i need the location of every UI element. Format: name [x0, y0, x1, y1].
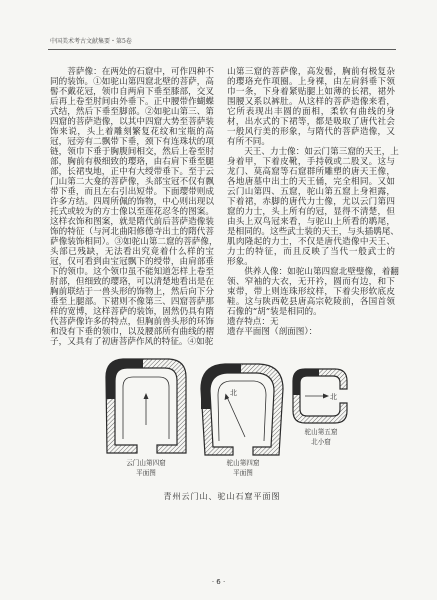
text-line: 它所表现出丰圆的面相，柔软有曲线的身: [227, 107, 395, 117]
right-text-column: [227, 67, 399, 337]
text-line: 由头上双鸟冠来看，与驼山上所看的鹖尾，: [227, 217, 395, 227]
text-line: 是相同的。这些武士装的天王，与头插鹖尾、: [227, 227, 399, 237]
text-line: 各地唐墓中出土的天王俑，完全相同。又如: [227, 177, 395, 187]
platform-outline: [218, 381, 266, 441]
text-line: 围腰又系以裤肚。从这样的菩萨造像来看，: [227, 97, 395, 107]
north-label: 北: [230, 389, 237, 397]
text-line: 饰来说，头上着雕刻繁复花纹和宝瓶的高: [50, 127, 214, 137]
text-line: 部，长裙曳地，正中有大绶带垂下。至于云: [50, 167, 214, 177]
page-number: · 6 ·: [211, 578, 226, 586]
text-line: 冠，冠旁有二飘带下垂，颈下有连珠状的项: [50, 137, 214, 147]
text-line: 和没有下垂的领巾，以及腰部所有曲线的褶: [50, 327, 214, 337]
text-line: 遗存平面图（剖面图）：: [227, 327, 318, 337]
text-line: 山第三窟的菩萨像，高发髻，胸前有极复杂: [227, 67, 395, 77]
text-line: 垂至上腿部。下裙则不像第三、四窟菩萨那: [50, 297, 214, 307]
figure-label-line: 驼山第五窟: [304, 428, 338, 436]
text-line: 萨像装饰相同）。③如驼山第二窟的菩萨像，: [50, 237, 218, 247]
text-line: 遗存特点：无: [227, 317, 279, 327]
text-line: 下着裙，赤脚的唐代力士像，尤以云门第四: [227, 197, 395, 207]
text-line: 一般风行美的形象，与隋代的菩萨造像，又: [227, 127, 395, 137]
left-text-column: [50, 67, 218, 347]
floor-plan-heading: [227, 327, 395, 337]
direction-arrow: [144, 393, 149, 425]
text-line: 式结，然后下垂至脚部。②如驼山第三、第: [50, 107, 214, 117]
text-line: 供养人像：如驼山第四窟北壁璧像，着翻: [244, 267, 399, 277]
floor-plan-drawing: [197, 359, 289, 459]
floor-plan-drawing: [101, 355, 193, 457]
north-arrow: [305, 394, 329, 399]
text-line: 冠，仅可看到由宝冠飘下的绶带，由肩部垂: [50, 257, 214, 267]
text-line: 髻不戴花冠，领巾自两肩下垂至膝部，交叉: [50, 87, 214, 97]
text-line: 门山第二大龛的菩萨像，头部宝冠不仅有飘: [50, 177, 214, 187]
text-line: 链，领巾下垂于胸腹间相交，然后上卷至肘: [50, 147, 214, 157]
text-line: 样的宽博，这样菩萨的装饰，固然仍具有隋: [50, 307, 214, 317]
floor-plan-yunmenshan-cave-4: [101, 355, 193, 461]
paragraph: [50, 67, 218, 347]
figure-label: [111, 458, 181, 478]
text-line: 下的领巾。这个领巾虽不能知道怎样上卷至: [50, 267, 214, 277]
figure-label-line: 云门山第四窟: [126, 459, 166, 467]
figure-label-line: 驼山第四窟: [226, 459, 260, 467]
text-line: 有所不同。: [227, 137, 270, 147]
text-line: 的璎珞充作项圈。上身裸，由左肩斜垂下领: [227, 77, 395, 87]
header-rule: [48, 49, 396, 50]
text-line: 这样衣饰和图案，就是隋代前后菩萨造像装: [50, 217, 214, 227]
floor-plan-drawing: [289, 365, 353, 427]
floor-plan-tuoshan-cave-4: [197, 359, 289, 463]
text-line: 领、窄袖的大衣，无开衿，圆而有边，和下: [227, 277, 395, 287]
figure-label-line: 平面图: [136, 469, 156, 477]
text-line: 托式或较为的方士像以至莲花忍冬的图案。: [50, 207, 214, 217]
text-line: 力士的特征，而且反映了当代一般武士的: [227, 247, 395, 257]
text-line: 形象。: [227, 257, 253, 267]
text-line: 窟的力士，头上所有的冠，显得不清楚，但: [227, 207, 395, 217]
figure-label: [208, 458, 278, 478]
north-label: 北: [330, 393, 337, 401]
north-arrow: [225, 394, 245, 438]
text-line: 部，胸前有极细致的璎珞，由右肩下垂至腿: [50, 157, 214, 167]
text-line: 四窟的菩萨造像，以其中四窟大势至菩萨装: [50, 117, 214, 127]
text-line: 同的装饰。①如驼山第四窟北壁的菩萨，高: [50, 77, 214, 87]
text-line: 石像的“胡”装是相同的。: [227, 307, 322, 317]
figure-label: [286, 427, 356, 447]
text-line: 饰的特征（与河北曲阳修德寺出土的隋代菩: [50, 227, 214, 237]
text-line: 菩萨像：在两处的石窟中，可作四种不: [67, 67, 214, 77]
text-line: 束带，带上则连珠形纹样，下着尖形软底皮: [227, 287, 395, 297]
floor-plan-tuoshan-cave-5-north: [289, 365, 353, 431]
paragraph: [227, 147, 399, 267]
text-line: 天王、力士像：如云门第三窟的天王，上: [244, 147, 399, 157]
figure-label-line: 北小窟: [311, 438, 331, 446]
remains-features-line: [227, 317, 395, 327]
figure-label-line: 平面图: [233, 469, 253, 477]
text-line: 巾一条，下身着紧贴腿上如薄的长裙，裙外: [227, 87, 395, 97]
text-line: 肘部，但细致的璎珞，可以清楚地看出是在: [50, 277, 214, 287]
running-header: 中国美术考古文献集要・第5卷: [50, 38, 132, 45]
figure-caption: 青州云门山、驼山石窟平面图: [163, 492, 281, 501]
text-line: 后再上卷至肘间由外垂下。正中腰带作蝴蝶: [50, 97, 214, 107]
text-line: 子，又具有了初唐菩萨作风的特征。④如驼: [50, 337, 214, 347]
text-line: 云门山第四、五窟，驼山第五窟上身袒露，: [227, 187, 395, 197]
wall-solid-section: [106, 359, 143, 399]
text-line: 代菩萨像许多的特点，但胸前兽头形的环饰: [50, 317, 214, 327]
text-line: 身着甲，下着皮靴，手持戟或二股叉。这与: [227, 157, 395, 167]
text-line: 材，出水式的下裙等，都是吸取了唐代社会: [227, 117, 395, 127]
text-line: 带下垂，而且左右引出短带。下面璎带则成: [50, 187, 214, 197]
text-line: 龙门、莫高窟等石窟群所雕塑的唐天王像，: [227, 167, 395, 177]
text-line: 头部已残缺，无法看出究竟着什么样的宝: [50, 247, 214, 257]
text-line: 鞋。这与陕西乾县唐高宗乾陵前，各国首领: [227, 297, 395, 307]
paragraph: [227, 267, 399, 317]
wall-solid-section: [293, 369, 319, 395]
text-line: 肌肉隆起的力士，不仅是唐代造像中天王、: [227, 237, 395, 247]
text-line: 胸前联结于一兽头形的饰物上，然后向下分: [50, 287, 214, 297]
text-line: 许多方结。四周所佩的饰物，中心则出现以: [50, 197, 214, 207]
wall-solid-section: [201, 364, 241, 409]
paragraph: [227, 67, 395, 147]
